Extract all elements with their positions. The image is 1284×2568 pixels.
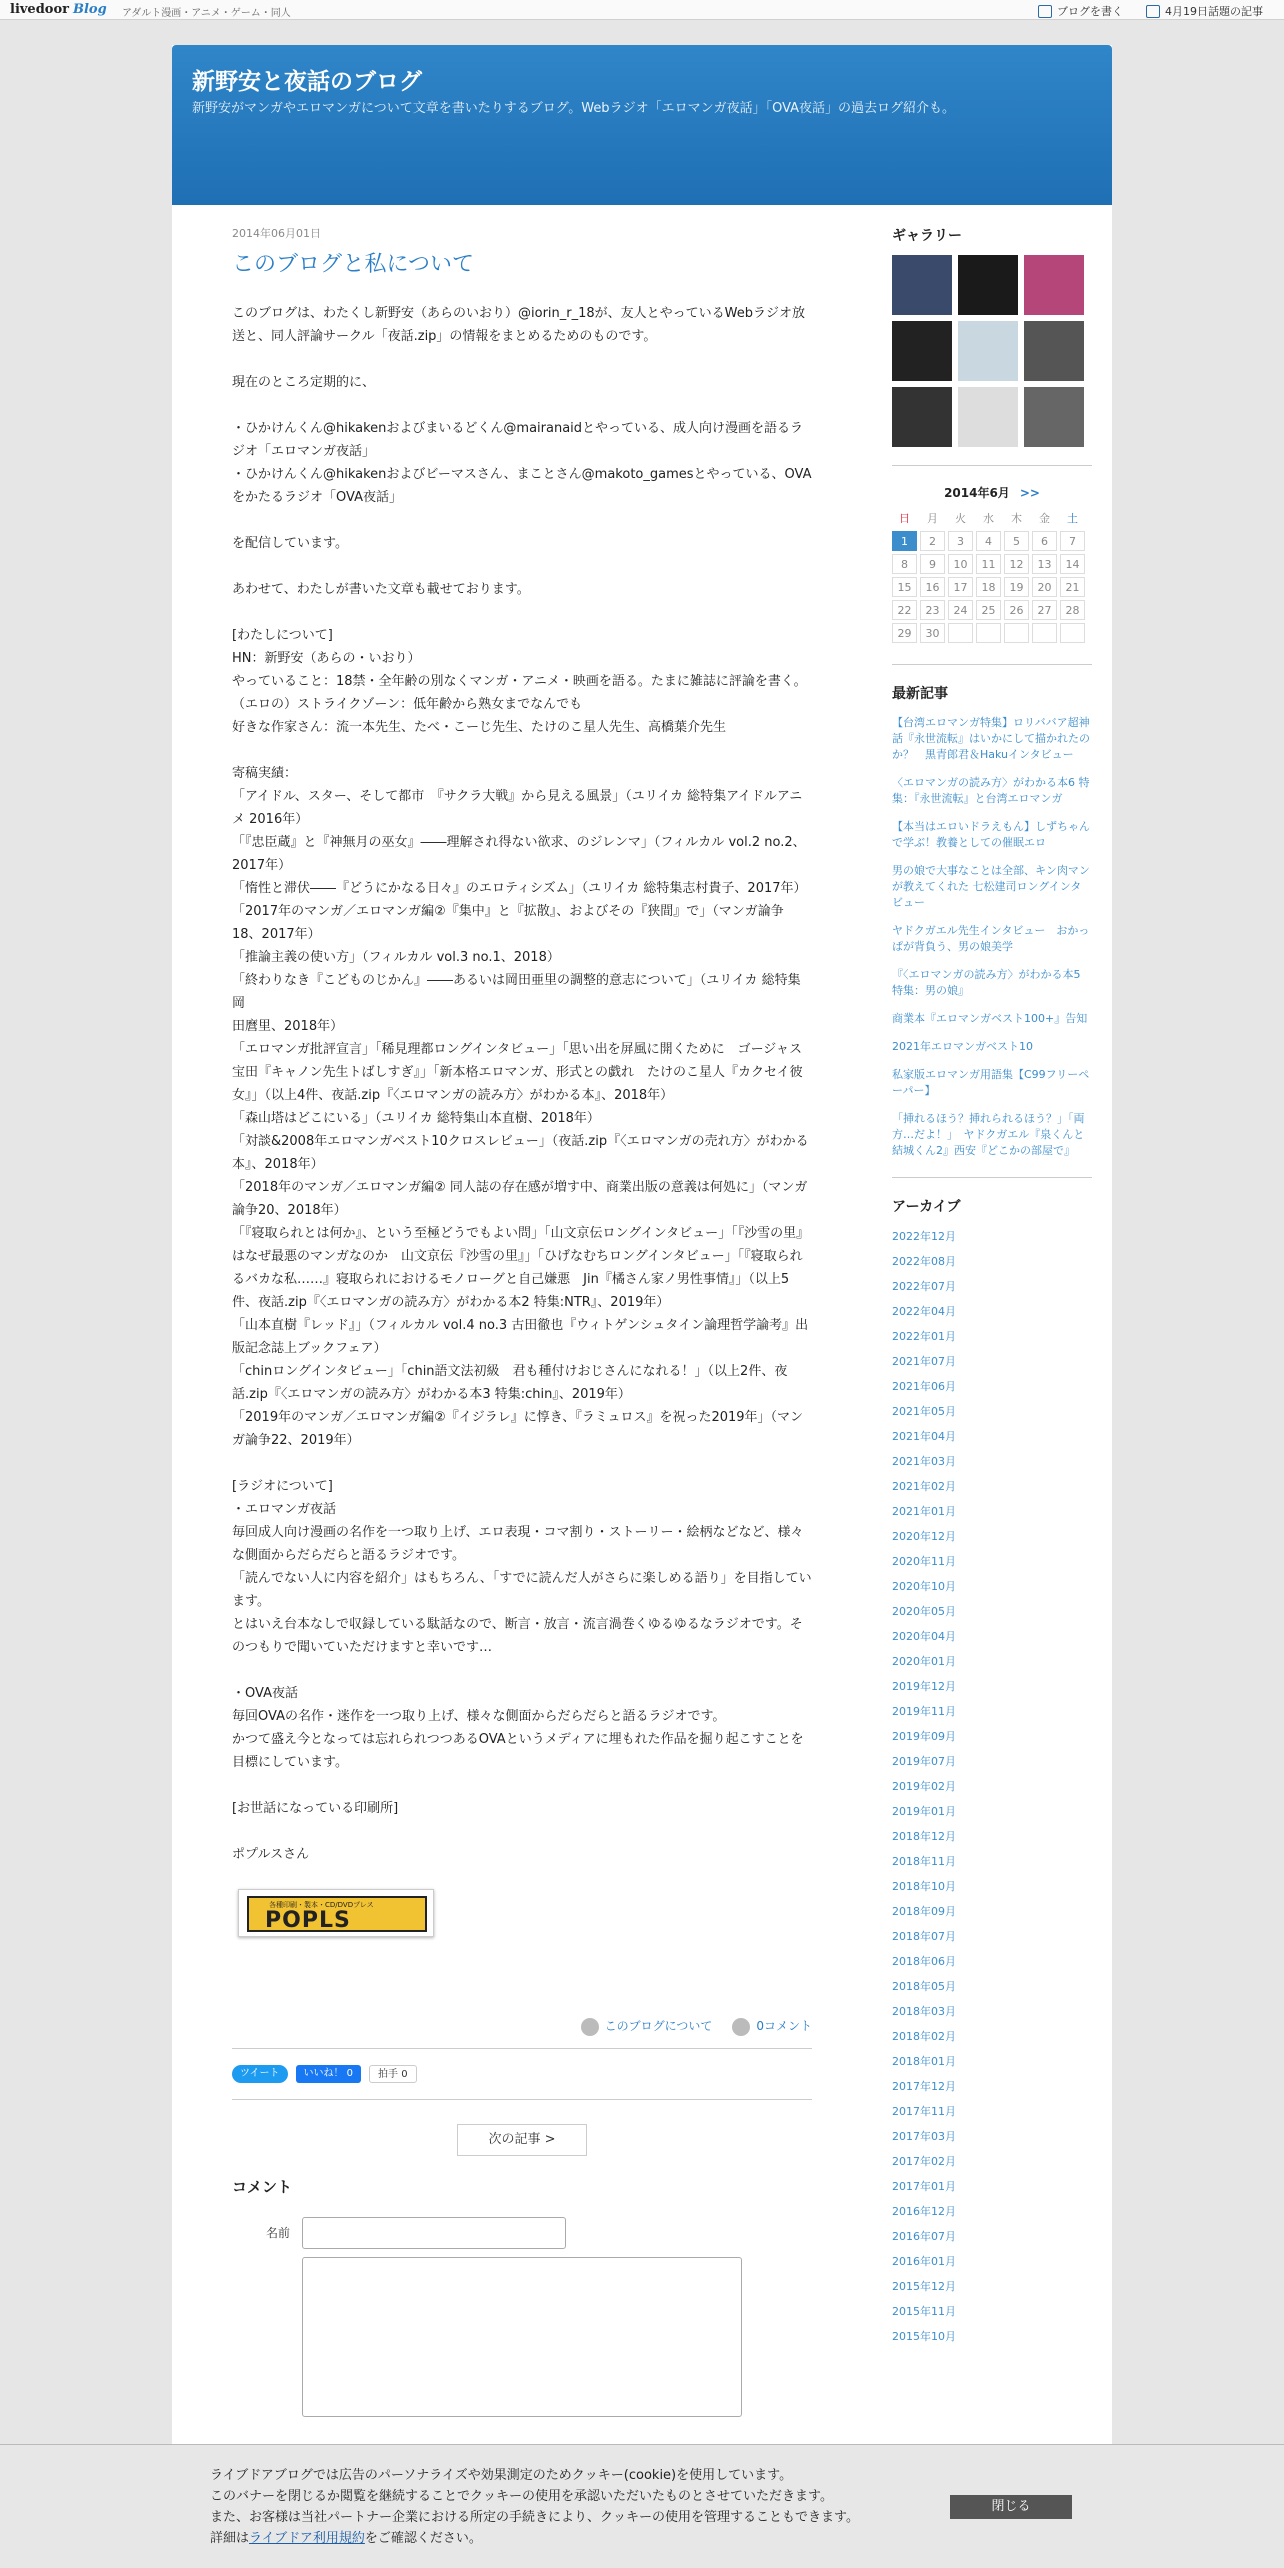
calendar-weekday: 月: [927, 512, 938, 525]
gallery-thumbnail[interactable]: [958, 387, 1018, 447]
calendar-day[interactable]: 1: [892, 531, 917, 551]
post-paragraph: [わたしについて] HN：新野安（あらの・いおり） やっていること：18禁・全年齢の別なくマンガ・アニメ・映画を語る。たまに雑誌に評論を書く。 （エロの）ストライクゾーン：低年齢から熟女までなんでも 好きな作家さん：流一本先生、たべ・こーじ先生、たけのこ星人先生、高橋葉介先生: [232, 628, 807, 735]
archive-link[interactable]: 2021年03月: [892, 1455, 956, 1468]
calendar: [889, 505, 1088, 646]
calendar-day: 11: [976, 554, 1001, 574]
archive-link[interactable]: 2021年02月: [892, 1480, 956, 1493]
archive-link[interactable]: 2019年11月: [892, 1705, 956, 1718]
calendar-day: 16: [920, 577, 945, 597]
post-body: [232, 302, 812, 1866]
archive-link[interactable]: 2021年04月: [892, 1430, 956, 1443]
calendar-day: 24: [948, 600, 973, 620]
sidebar: [892, 225, 1092, 2349]
archive-link[interactable]: 2017年01月: [892, 2180, 956, 2193]
gallery-thumbnail[interactable]: [958, 255, 1018, 315]
social-buttons: [232, 2065, 812, 2083]
calendar-weekday: 水: [983, 512, 994, 525]
calendar-day: 18: [976, 577, 1001, 597]
calendar-day: 3: [948, 531, 973, 551]
archive-link[interactable]: 2017年03月: [892, 2130, 956, 2143]
folder-icon: [581, 2018, 599, 2036]
topic-label: 4月19日話題の記事: [1165, 5, 1263, 18]
post-paragraph: を配信しています。: [232, 536, 348, 551]
blog-description: 新野安がマンガやエロマンガについて文章を書いたりするブログ。Webラジオ「エロマンガ夜話」「OVA夜話」の過去ログ紹介も。: [192, 101, 956, 116]
archive-link[interactable]: 2018年12月: [892, 1830, 956, 1843]
archive-link[interactable]: 2021年07月: [892, 1355, 956, 1368]
post-paragraph: 現在のところ定期的に、: [232, 375, 376, 390]
calendar-day: [1032, 623, 1057, 643]
recent-list: [892, 715, 1092, 1159]
page-wrapper: [172, 45, 1112, 2545]
terms-link[interactable]: ライブドア利用規約: [249, 2531, 365, 2546]
post-paragraph: あわせて、わたしが書いた文章も載せております。: [232, 582, 530, 597]
archive-link[interactable]: 2022年08月: [892, 1255, 956, 1268]
recent-article-link[interactable]: 男の娘で大事なことは全部、キン肉マンが教えてくれた 七松建司ロングインタビュー: [892, 864, 1090, 909]
recent-article-link[interactable]: 商業本『エロマンガベスト100+』告知: [892, 1012, 1088, 1025]
like-button[interactable]: いいね！ 0: [296, 2065, 362, 2083]
calendar-weekday: 日: [899, 512, 910, 525]
archive-link[interactable]: 2021年06月: [892, 1380, 956, 1393]
archive-link[interactable]: 2018年07月: [892, 1930, 956, 1943]
calendar-day: 27: [1032, 600, 1057, 620]
calendar-day: 29: [892, 623, 917, 643]
calendar-day: 15: [892, 577, 917, 597]
archive-title: アーカイブ: [892, 1199, 961, 1215]
divider: [892, 664, 1092, 665]
comment-heading: コメント: [232, 2177, 293, 2196]
blog-category[interactable]: アダルト漫画・アニメ・ゲーム・同人: [122, 8, 291, 19]
recent-article-link[interactable]: 2021年エロマンガベスト10: [892, 1040, 1033, 1053]
archive-link[interactable]: 2018年05月: [892, 1980, 956, 1993]
gallery-grid: [892, 255, 1092, 447]
calendar-day: 20: [1032, 577, 1057, 597]
post-paragraph: ポプルスさん: [232, 1847, 310, 1862]
archive-link[interactable]: 2021年05月: [892, 1405, 956, 1418]
archive-link[interactable]: 2017年02月: [892, 2155, 956, 2168]
calendar-day: 17: [948, 577, 973, 597]
recent-article-link[interactable]: 〈エロマンガの読み方〉がわかる本6 特集：『永世流転』と台湾エロマンガ: [892, 776, 1090, 805]
archive-link[interactable]: 2017年11月: [892, 2105, 956, 2118]
recent-article-link[interactable]: ヤドクガエル先生インタビュー おかっぱが背負う、男の娘美学: [892, 924, 1090, 953]
calendar-day: [948, 623, 973, 643]
archive-link[interactable]: 2020年10月: [892, 1580, 956, 1593]
archive-link[interactable]: 2019年01月: [892, 1805, 956, 1818]
archive-link[interactable]: 2022年04月: [892, 1305, 956, 1318]
archive-link[interactable]: 2016年07月: [892, 2230, 956, 2243]
recent-article-link[interactable]: 「挿れるほう？挿れられるほう？」「両方…だよ！」 ヤドクガエル『泉くんと結城くん2』西安『どこかの部屋で』: [892, 1112, 1085, 1157]
archive-link[interactable]: 2018年06月: [892, 1955, 956, 1968]
cookie-banner: [0, 2444, 1284, 2568]
gallery-thumbnail[interactable]: [1024, 387, 1084, 447]
archive-link[interactable]: 2018年03月: [892, 2005, 956, 2018]
gallery-thumbnail[interactable]: [1024, 255, 1084, 315]
post-paragraph: このブログは、わたくし新野安（あらのいおり）@iorin_r_18が、友人とやっているWebラジオ放送と、同人評論サークル「夜話.zip」の情報をまとめるためのものです。: [232, 306, 805, 344]
pencil-icon: [1038, 5, 1052, 18]
gallery-thumbnail[interactable]: [958, 321, 1018, 381]
archive-link[interactable]: 2017年12月: [892, 2080, 956, 2093]
comment-link[interactable]: 0コメント: [732, 2017, 812, 2036]
calendar-day: 9: [920, 554, 945, 574]
archive-link[interactable]: 2015年11月: [892, 2305, 956, 2318]
recent-article-link[interactable]: 『〈エロマンガの読み方〉がわかる本5 特集：男の娘』: [892, 968, 1081, 997]
recent-article-link[interactable]: 【台湾エロマンガ特集】ロリババア超神話『永世流転』はいかにして描かれたのか？ 黒青郎君＆Hakuインタビュー: [892, 716, 1090, 761]
name-input[interactable]: [302, 2217, 566, 2249]
calendar-day: 30: [920, 623, 945, 643]
calendar-day: 2: [920, 531, 945, 551]
name-label: 名前: [266, 2225, 291, 2240]
recent-title: 最新記事: [892, 686, 948, 702]
archive-link[interactable]: 2021年01月: [892, 1505, 956, 1518]
cookie-text: ライブドアブログでは広告のパーソナライズや効果測定のためクッキー(cookie)を使用しています。 このバナーを閉じるか閲覧を継続することでクッキーの使用を承認いただいたものとさせていただきます。 また、お客様は当社パートナー企業における所定の手続きにより、クッキーの使用を管理することもできます。 詳細はライブドア利用規約をご確認ください。: [210, 2468, 859, 2546]
calendar-day: 26: [1004, 600, 1029, 620]
top-bar: [0, 0, 1284, 20]
post-paragraph: [お世話になっている印刷所]: [232, 1801, 399, 1816]
category-link[interactable]: このブログについて: [581, 2017, 713, 2036]
article: [232, 225, 812, 2417]
archive-link[interactable]: 2018年10月: [892, 1880, 956, 1893]
calendar-day: 7: [1060, 531, 1085, 551]
next-article-button[interactable]: 次の記事 >: [457, 2124, 587, 2156]
topic-link[interactable]: [1146, 3, 1263, 19]
archive-link[interactable]: 2016年01月: [892, 2255, 956, 2268]
archive-link[interactable]: 2020年05月: [892, 1605, 956, 1618]
archive-link[interactable]: 2015年10月: [892, 2330, 956, 2343]
calendar-day: 14: [1060, 554, 1085, 574]
archive-link[interactable]: 2022年07月: [892, 1280, 956, 1293]
calendar-weekday: 木: [1011, 512, 1022, 525]
archive-link[interactable]: 2018年02月: [892, 2030, 956, 2043]
gallery-thumbnail[interactable]: [892, 255, 952, 315]
calendar-day: 4: [976, 531, 1001, 551]
calendar-day: 22: [892, 600, 917, 620]
calendar-day: [976, 623, 1001, 643]
recent-article-link[interactable]: 私家版エロマンガ用語集【C99フリーペーパー】: [892, 1068, 1090, 1097]
calendar-title: 2014年6月 >>: [944, 486, 1040, 500]
calendar-day: 8: [892, 554, 917, 574]
close-cookie-button[interactable]: 閉じる: [950, 2495, 1072, 2519]
calendar-next-link[interactable]: >>: [1019, 486, 1040, 500]
tweet-button[interactable]: ツイート: [232, 2065, 288, 2083]
archive-link[interactable]: 2019年09月: [892, 1730, 956, 1743]
archive-link[interactable]: 2018年01月: [892, 2055, 956, 2068]
archive-link[interactable]: 2018年11月: [892, 1855, 956, 1868]
archive-link[interactable]: 2019年12月: [892, 1680, 956, 1693]
post-footer: [232, 2017, 812, 2036]
calendar-day: 12: [1004, 554, 1029, 574]
calendar-day: 10: [948, 554, 973, 574]
divider: [232, 2048, 812, 2049]
divider: [892, 465, 1092, 466]
calendar-weekday: 金: [1039, 512, 1050, 525]
archive-link[interactable]: 2018年09月: [892, 1905, 956, 1918]
calendar-day: 5: [1004, 531, 1029, 551]
popls-banner[interactable]: [238, 1889, 434, 1937]
divider: [892, 1177, 1092, 1178]
gallery-thumbnail[interactable]: [1024, 321, 1084, 381]
calendar-day: [1060, 623, 1085, 643]
archive-link[interactable]: 2020年04月: [892, 1630, 956, 1643]
archive-list: [892, 1224, 1092, 2349]
archive-link[interactable]: 2016年12月: [892, 2205, 956, 2218]
comment-textarea[interactable]: [302, 2257, 742, 2417]
post-paragraph: 寄稿実績： 「アイドル、スター、そして都市 『サクラ大戦』から見える風景」（ユリイカ 総特集アイドルアニメ 2016年） 「『忠臣蔵』と『神無月の巫女』――理解され得ない欲求、のジレンマ」（フィルカル vol.2 no.2、2017年） 「惰性と滞伏――『どうにかなる日々』のエロティシズム」（ユリイカ 総特集志村貴子、2017年） 「2017年のマンガ／エロマンガ編②『集中』と『拡散』、およびその『狭間』で」（マンガ論争18、2017年） 「推論主義の使い方」（フィルカル vol.3 no.1、2018） 「終わりなき『こどものじかん』――あるいは岡田亜里の調整的意志について」（ユリイカ 総特集岡 田麿里、2018年） 「エロマンガ批評宣言」「稀見理都ロングインタビュー」「思い出を屏風に開くために ゴージャス宝田『キャノン先生トばしすぎ』」「新本格エロマンガ、形式との戯れ たけのこ星人『カクセイ彼女』」（以上4件、夜話.zip『〈エロマンガの読み方〉がわかる本』、2018年） 「森山塔はどこにいる」（ユリイカ 総特集山本直樹、2018年） 「対談&2008年エロマンガベスト10クロスレビュー」（夜話.zip『〈エロマンガの売れ方〉がわかる本』、2018年） 「2018年のマンガ／エロマンガ編② 同人誌の存在感が増す中、商業出版の意義は何処に」（マンガ論争20、2018年） 「『寝取られとは何か』、という至極どうでもよい問」「山文京伝ロングインタビュー」「『沙雪の里』はなぜ最悪のマンガなのか 山文京伝『沙雪の里』」「ひげなむちロングインタビュー」「『寝取られるバカな私……』寝取られにおけるモノローグと自己嫌悪 Jin『橘さん家ノ男性事情』」（以上5件、夜話.zip『〈エロマンガの読み方〉がわかる本2 特集:NTR』、2019年） 「山本直樹『レッド』」（フィルカル vol.4 no.3 古田徹也『ウィトゲンシュタイン論理哲学論考』出版記念誌上ブックフェア） 「chinロングインタビュー」「chin語文法初級 君も種付けおじさんになれる！」（以上2件、夜話.zip『〈エロマンガの読み方〉がわかる本3 特集:chin』、2019年） 「2019年のマンガ／エロマンガ編②『イジラレ』に惇き、『ラミュロス』を祝った2019年」（マンガ論争22、2019年）: [232, 766, 810, 1448]
gallery-title: ギャラリー: [892, 228, 962, 244]
calendar-day: [1004, 623, 1029, 643]
calendar-day: 23: [920, 600, 945, 620]
calendar-day: 6: [1032, 531, 1057, 551]
gallery-thumbnail[interactable]: [892, 321, 952, 381]
post-date: 2014年06月01日: [232, 227, 321, 240]
write-blog-link[interactable]: [1038, 3, 1123, 19]
calendar-icon: [1146, 5, 1160, 18]
divider: [232, 2099, 812, 2100]
post-paragraph: ・ひかけんくん@hikakenおよびまいるどくん@mairanaidとやっている、成人向け漫画を語るラジオ「エロマンガ夜話」 ・ひかけんくん@hikakenおよびビーマスさん、まことさん@makoto_gamesとやっている、OVAをかたるラジオ「OVA夜話」: [232, 421, 812, 505]
archive-link[interactable]: 2019年07月: [892, 1755, 956, 1768]
calendar-day: 13: [1032, 554, 1057, 574]
post-paragraph: [ラジオについて] ・エロマンガ夜話 毎回成人向け漫画の名作を一つ取り上げ、エロ表現・コマ割り・ストーリー・絵柄などなど、様々な側面からだらだらと語るラジオです。 「読んでない人に内容を紹介」はもちろん、「すでに読んだ人がさらに楽しめる語り」を目指しています。 とはいえ台本なしで収録している駄話なので、断言・放言・流言渦巻くゆるゆるなラジオです。そのつもりで聞いていただけますと幸いです…: [232, 1479, 812, 1655]
calendar-day: 28: [1060, 600, 1085, 620]
gallery-thumbnail[interactable]: [892, 387, 952, 447]
archive-link[interactable]: 2020年01月: [892, 1655, 956, 1668]
post-paragraph: ・OVA夜話 毎回OVAの名作・迷作を一つ取り上げ、様々な側面からだらだらと語るラジオです。 かつて盛え今となっては忘れられつつあるOVAというメディアに埋もれた作品を掘り起こすことを目標にしています。: [232, 1686, 804, 1770]
clap-button[interactable]: 拍手 0: [369, 2065, 417, 2083]
archive-link[interactable]: 2020年11月: [892, 1555, 956, 1568]
write-blog-label: ブログを書く: [1057, 5, 1123, 18]
calendar-day: 21: [1060, 577, 1085, 597]
recent-article-link[interactable]: 【本当はエロいドラえもん】しずちゃんで学ぶ！教養としての催眠エロ: [892, 820, 1090, 849]
archive-link[interactable]: 2022年01月: [892, 1330, 956, 1343]
archive-link[interactable]: 2022年12月: [892, 1230, 956, 1243]
archive-link[interactable]: 2015年12月: [892, 2280, 956, 2293]
archive-link[interactable]: 2019年02月: [892, 1780, 956, 1793]
comment-icon: [732, 2018, 750, 2036]
livedoor-logo[interactable]: livedoor Blog: [10, 2, 107, 17]
calendar-weekday: 火: [955, 512, 966, 525]
blog-title[interactable]: 新野安と夜話のブログ: [192, 69, 422, 95]
post-title[interactable]: このブログと私について: [232, 252, 475, 277]
calendar-weekday: 土: [1067, 512, 1078, 525]
calendar-day: 25: [976, 600, 1001, 620]
blog-header: [172, 45, 1112, 205]
comment-form: [232, 2217, 812, 2417]
calendar-day: 19: [1004, 577, 1029, 597]
popls-logo: 各種印刷・製本・CD/DVDプレス POPLS: [247, 1896, 427, 1932]
archive-link[interactable]: 2020年12月: [892, 1530, 956, 1543]
